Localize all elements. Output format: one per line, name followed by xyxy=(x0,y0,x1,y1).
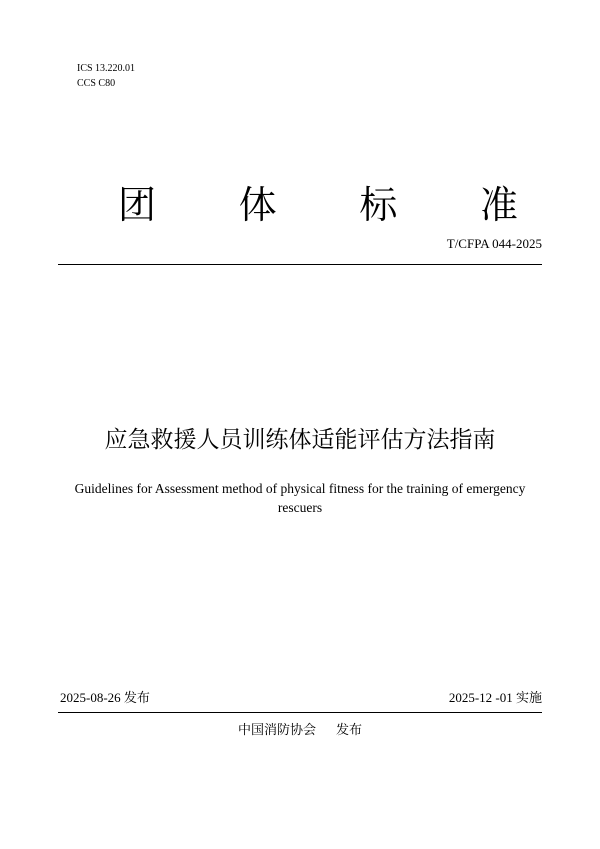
standard-type-char: 体 xyxy=(238,183,277,227)
footer-divider xyxy=(58,712,542,713)
ccs-code: CCS C80 xyxy=(77,78,116,89)
chinese-title: 应急救援人员训练体适能评估方法指南 xyxy=(104,427,496,453)
standard-type-char: 团 xyxy=(118,183,157,227)
standard-type-char: 准 xyxy=(479,183,518,227)
header-divider xyxy=(58,264,542,265)
standard-type-char: 标 xyxy=(359,183,398,227)
english-title-line: rescuers xyxy=(277,500,323,515)
ics-code: ICS 13.220.01 xyxy=(77,63,136,74)
english-title-line: Guidelines for Assessment method of physical fitness for the training of emergency xyxy=(74,481,526,496)
publisher-name: 中国消防协会 xyxy=(237,723,316,738)
publisher-action: 发布 xyxy=(336,723,363,738)
english-title xyxy=(60,479,540,517)
implementation-date: 2025-12 -01 实施 xyxy=(448,690,542,705)
publisher-line xyxy=(0,722,600,740)
standard-number: T/CFPA 044-2025 xyxy=(446,236,542,251)
standard-type-heading xyxy=(118,180,518,230)
issue-date: 2025-08-26 发布 xyxy=(60,690,150,705)
